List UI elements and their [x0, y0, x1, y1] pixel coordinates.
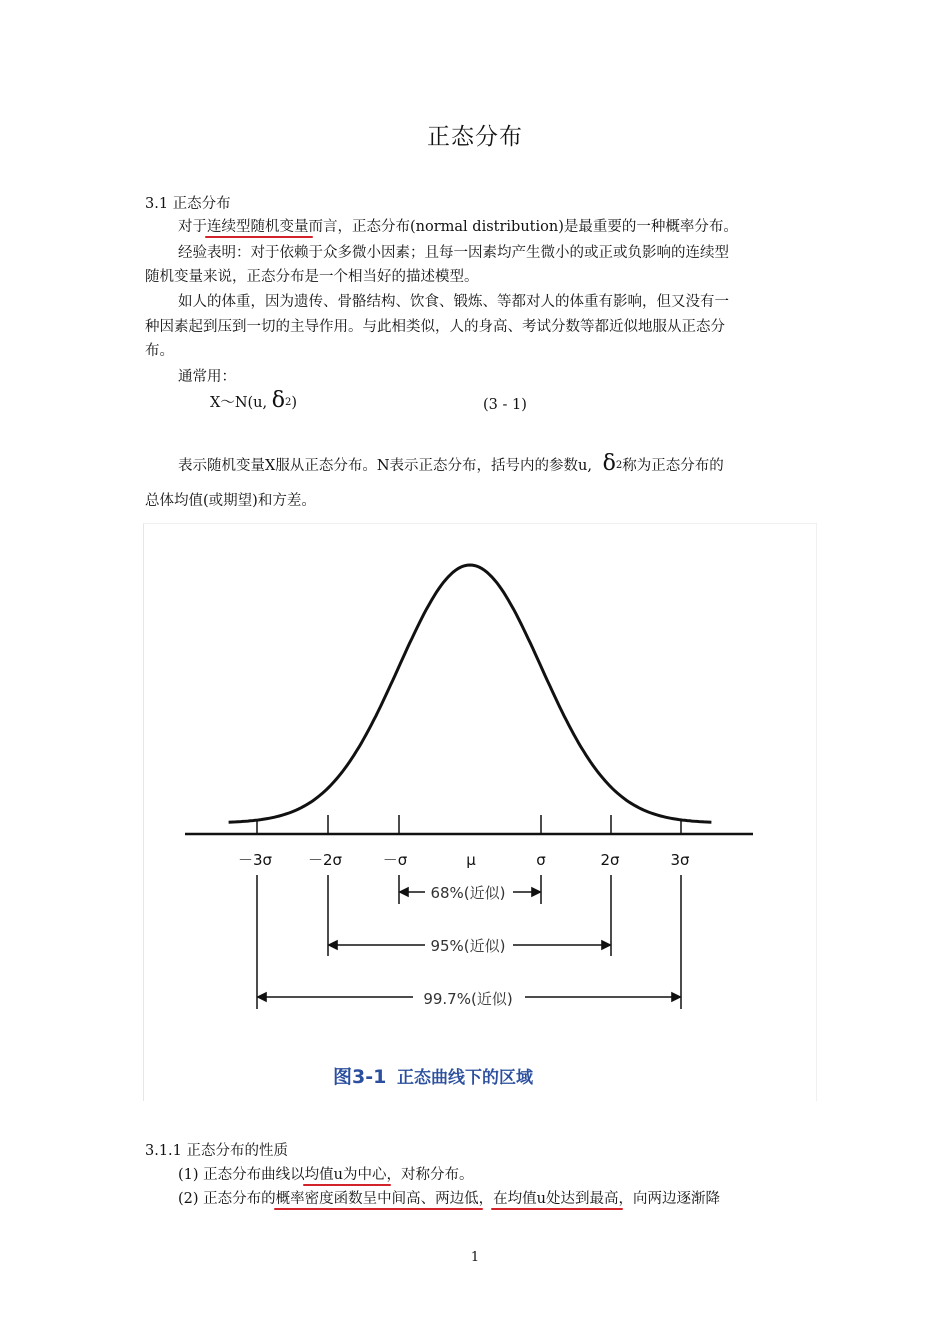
formula-post: ) [291, 395, 298, 411]
paragraph-1 [178, 216, 738, 238]
tick-label-pos1: σ [536, 851, 546, 869]
caption-text: 正态曲线下的区域 [397, 1068, 533, 1088]
tick-label-pos2: 2σ [600, 851, 620, 869]
paragraph-2-line-1: 经验表明：对于依赖于众多微小因素；且每一因素均产生微小的或正或负影响的连续型 [178, 245, 729, 261]
section-heading-3-1-1: 3.1.1 正态分布的性质 [145, 1143, 289, 1159]
highlight-density-shape: 概率密度函数呈中间高、两边低 [275, 1191, 479, 1207]
page-title: 正态分布 [427, 124, 523, 150]
arrow-68-left-head [400, 888, 408, 896]
highlight-peak-at-mean: 在均值u处达到最高 [493, 1191, 619, 1207]
formula-delta: δ [271, 388, 285, 413]
paragraph-4-delta: δ [602, 451, 616, 476]
tick-marks [257, 815, 681, 834]
paragraph-1-post: 而言，正态分布(normal distribution)是最重要的一种概率分布。 [308, 219, 738, 235]
arrow-997-right-head [672, 993, 680, 1001]
formula-3-1 [210, 390, 297, 414]
tick-labels [238, 851, 690, 869]
equation-number: (3 - 1) [483, 397, 527, 413]
range-label-68: 68%(近似) [430, 884, 506, 902]
paragraph-3-line-2: 种因素起到压到一切的主导作用。与此相类似，人的身高、考试分数等都近似地服从正态分 [145, 319, 725, 335]
property-item-2 [178, 1188, 720, 1210]
tick-label-neg2: －2σ [307, 851, 343, 869]
section-heading-3-1: 3.1 正态分布 [145, 196, 231, 212]
highlight-continuous-variable: 连续型随机变量 [207, 219, 309, 235]
figure-caption [333, 1066, 534, 1088]
item-1-pre: (1) 正态分布曲线以 [178, 1167, 305, 1183]
paragraph-4-superscript: 2 [615, 460, 623, 471]
paragraph-4-line-1 [178, 453, 724, 477]
range-label-95: 95%(近似) [430, 937, 506, 955]
tick-label-mu: μ [466, 851, 476, 869]
paragraph-3-line-1: 如人的体重，因为遗传、骨骼结构、饮食、锻炼、等都对人的体重有影响，但又没有一 [178, 294, 729, 310]
paragraph-2-line-2: 随机变量来说，正态分布是一个相当好的描述模型。 [145, 269, 479, 285]
arrow-95-right-head [602, 941, 610, 949]
formula-pre: X～N(u, [210, 395, 268, 411]
item-2-post: ，向两边逐渐降 [618, 1191, 720, 1207]
arrow-997-left-head [258, 993, 266, 1001]
range-label-997: 99.7%(近似) [423, 990, 513, 1008]
item-2-mid: ， [478, 1191, 494, 1207]
paragraph-4-line-2: 总体均值(或期望)和方差。 [145, 493, 316, 509]
item-2-pre: (2) 正态分布的 [178, 1191, 276, 1207]
bell-curve [229, 565, 712, 822]
tick-label-pos3: 3σ [670, 851, 690, 869]
tick-label-neg3: －3σ [237, 851, 273, 869]
item-1-post: ，对称分布。 [386, 1167, 474, 1183]
normal-curve-figure [143, 523, 815, 1100]
property-item-1 [178, 1164, 474, 1186]
formula-superscript: 2 [284, 397, 292, 408]
paragraph-1-pre: 对于 [178, 219, 207, 235]
paragraph-4-post: 称为正态分布的 [622, 458, 724, 474]
common-use-label: 通常用： [178, 369, 236, 385]
highlight-mean-center: 均值u为中心 [304, 1167, 387, 1183]
page-number: 1 [470, 1250, 480, 1265]
arrow-95-left-head [329, 941, 337, 949]
arrow-68-right-head [532, 888, 540, 896]
tick-label-neg1: －σ [382, 851, 408, 869]
range-labels [423, 884, 512, 1008]
paragraph-4-pre: 表示随机变量X服从正态分布。N表示正态分布，括号内的参数u, [178, 458, 592, 474]
caption-number: 图3-1 [333, 1066, 387, 1088]
paragraph-3-line-3: 布。 [145, 343, 174, 359]
